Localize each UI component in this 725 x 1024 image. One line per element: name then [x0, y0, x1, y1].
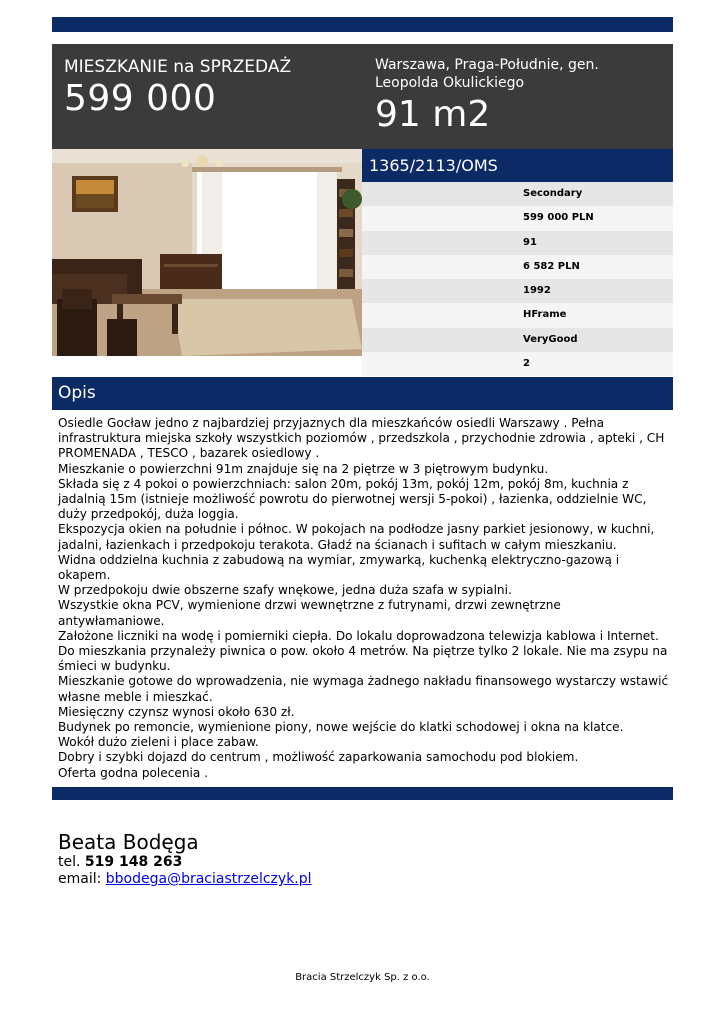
agent-email-link[interactable]: bbodega@braciastrzelczyk.pl — [105, 871, 312, 887]
agent-contact — [58, 830, 312, 888]
phone-label: tel. — [58, 854, 81, 870]
description-text — [58, 416, 670, 781]
description-paragraph: Założone liczniki na wodę i pomierniki ciepła. Do lokalu doprowadzona telewizja kablowa i Internet. — [58, 628, 659, 643]
reference-number: 1365/2113/OMS — [362, 149, 673, 182]
agent-phone-line — [58, 854, 312, 871]
description-paragraph: Do mieszkania przynależy piwnica o pow. około 4 metrów. Na piętrze tylko 2 lokale. Nie ma zsypu na śmieci w budynku. — [58, 644, 668, 674]
description-paragraph: Miesięczny czynsz wynosi około 630 zł. — [58, 704, 295, 719]
description-paragraph: Budynek po remoncie, wymienione piony, nowe wejście do klatki schodowej i okna na klatce. — [58, 720, 624, 735]
detail-row-area: 91 — [362, 231, 673, 255]
description-paragraph: Składa się z 4 pokoi o powierzchniach: salon 20m, pokój 13m, pokój 12m, pokój 8m, kuchnia z jadalnią 15m (istnieje możliwość powrotu do pierwotnej wersji 5-pokoi) , łazienka, oddzielnie WC, duży przedpokój, duża loggia. — [58, 476, 647, 522]
header-left — [64, 57, 291, 119]
detail-row-condition: VeryGood — [362, 328, 673, 352]
email-label: email: — [58, 871, 102, 887]
detail-row-price-per-m2: 6 582 PLN — [362, 255, 673, 279]
agent-email-line — [58, 871, 312, 888]
description-paragraph: W przedpokoju dwie obszerne szafy wnękowe, jedna duża szafa w sypialni. — [58, 583, 512, 598]
description-paragraph: Wszystkie okna PCV, wymienione drzwi wewnętrzne z futrynami, drzwi zewnętrzne antywłamaniowe. — [58, 598, 561, 628]
detail-row-price: 599 000 PLN — [362, 206, 673, 230]
description-paragraph: Osiedle Gocław jedno z najbardziej przyjaznych dla mieszkańców osiedli Warszawy . Pełna infrastruktura miejska szkoły wszystkich poziomów , przedszkola , przychodnie zdrowia , apteki , CH PROMENADA , TESCO , bazarek osiedlowy . — [58, 416, 665, 461]
detail-row-market: Secondary — [362, 182, 673, 206]
description-heading: Opis — [52, 377, 673, 410]
top-accent-bar — [52, 17, 673, 32]
details-panel — [362, 149, 673, 376]
description-paragraph: Oferta godna polecenia . — [58, 765, 208, 780]
description-paragraph: Ekspozycja okien na południe i północ. W pokojach na podłodze jasny parkiet jesionowy, w kuchni, jadalni, łazienkach i przedpokoju terakota. Gładź na ścianach i sufitach w całym mieszkaniu. — [58, 522, 655, 552]
description-paragraph: Widna oddzielna kuchnia z zabudową na wymiar, zmywarką, kuchenką elektryczno-gazową i okapem. — [58, 552, 620, 583]
listing-price: 599 000 — [64, 78, 217, 119]
footer-company: Bracia Strzelczyk Sp. z o.o. — [295, 972, 430, 983]
detail-row-floor: 2 — [362, 352, 673, 376]
description-paragraph: Dobry i szybki dojazd do centrum , możliwość zaparkowania samochodu pod blokiem. — [58, 750, 579, 765]
listing-header — [52, 44, 673, 149]
description-paragraph: Wokół dużo zieleni i place zabaw. — [58, 735, 259, 750]
description-paragraph: Mieszkanie o powierzchni 91m znajduje się na 2 piętrze w 3 piętrowym budynku. — [58, 461, 549, 476]
agent-name: Beata Bodęga — [58, 830, 199, 854]
listing-location: Warszawa, Praga-Południe, gen. Leopolda Okulickiego — [375, 57, 599, 91]
apartment-photo — [52, 149, 362, 356]
description-paragraph: Mieszkanie gotowe do wprowadzenia, nie wymaga żadnego nakładu finansowego wystarczy wstawić własne meble i mieszkać. — [58, 674, 669, 704]
agent-phone: 519 148 263 — [84, 854, 183, 870]
listing-area: 91 m2 — [375, 94, 491, 135]
bottom-accent-bar — [52, 787, 673, 800]
listing-type: MIESZKANIE na SPRZEDAŻ — [64, 57, 292, 77]
header-right — [375, 56, 665, 135]
detail-row-year: 1992 — [362, 279, 673, 303]
detail-row-building-type: HFrame — [362, 303, 673, 327]
